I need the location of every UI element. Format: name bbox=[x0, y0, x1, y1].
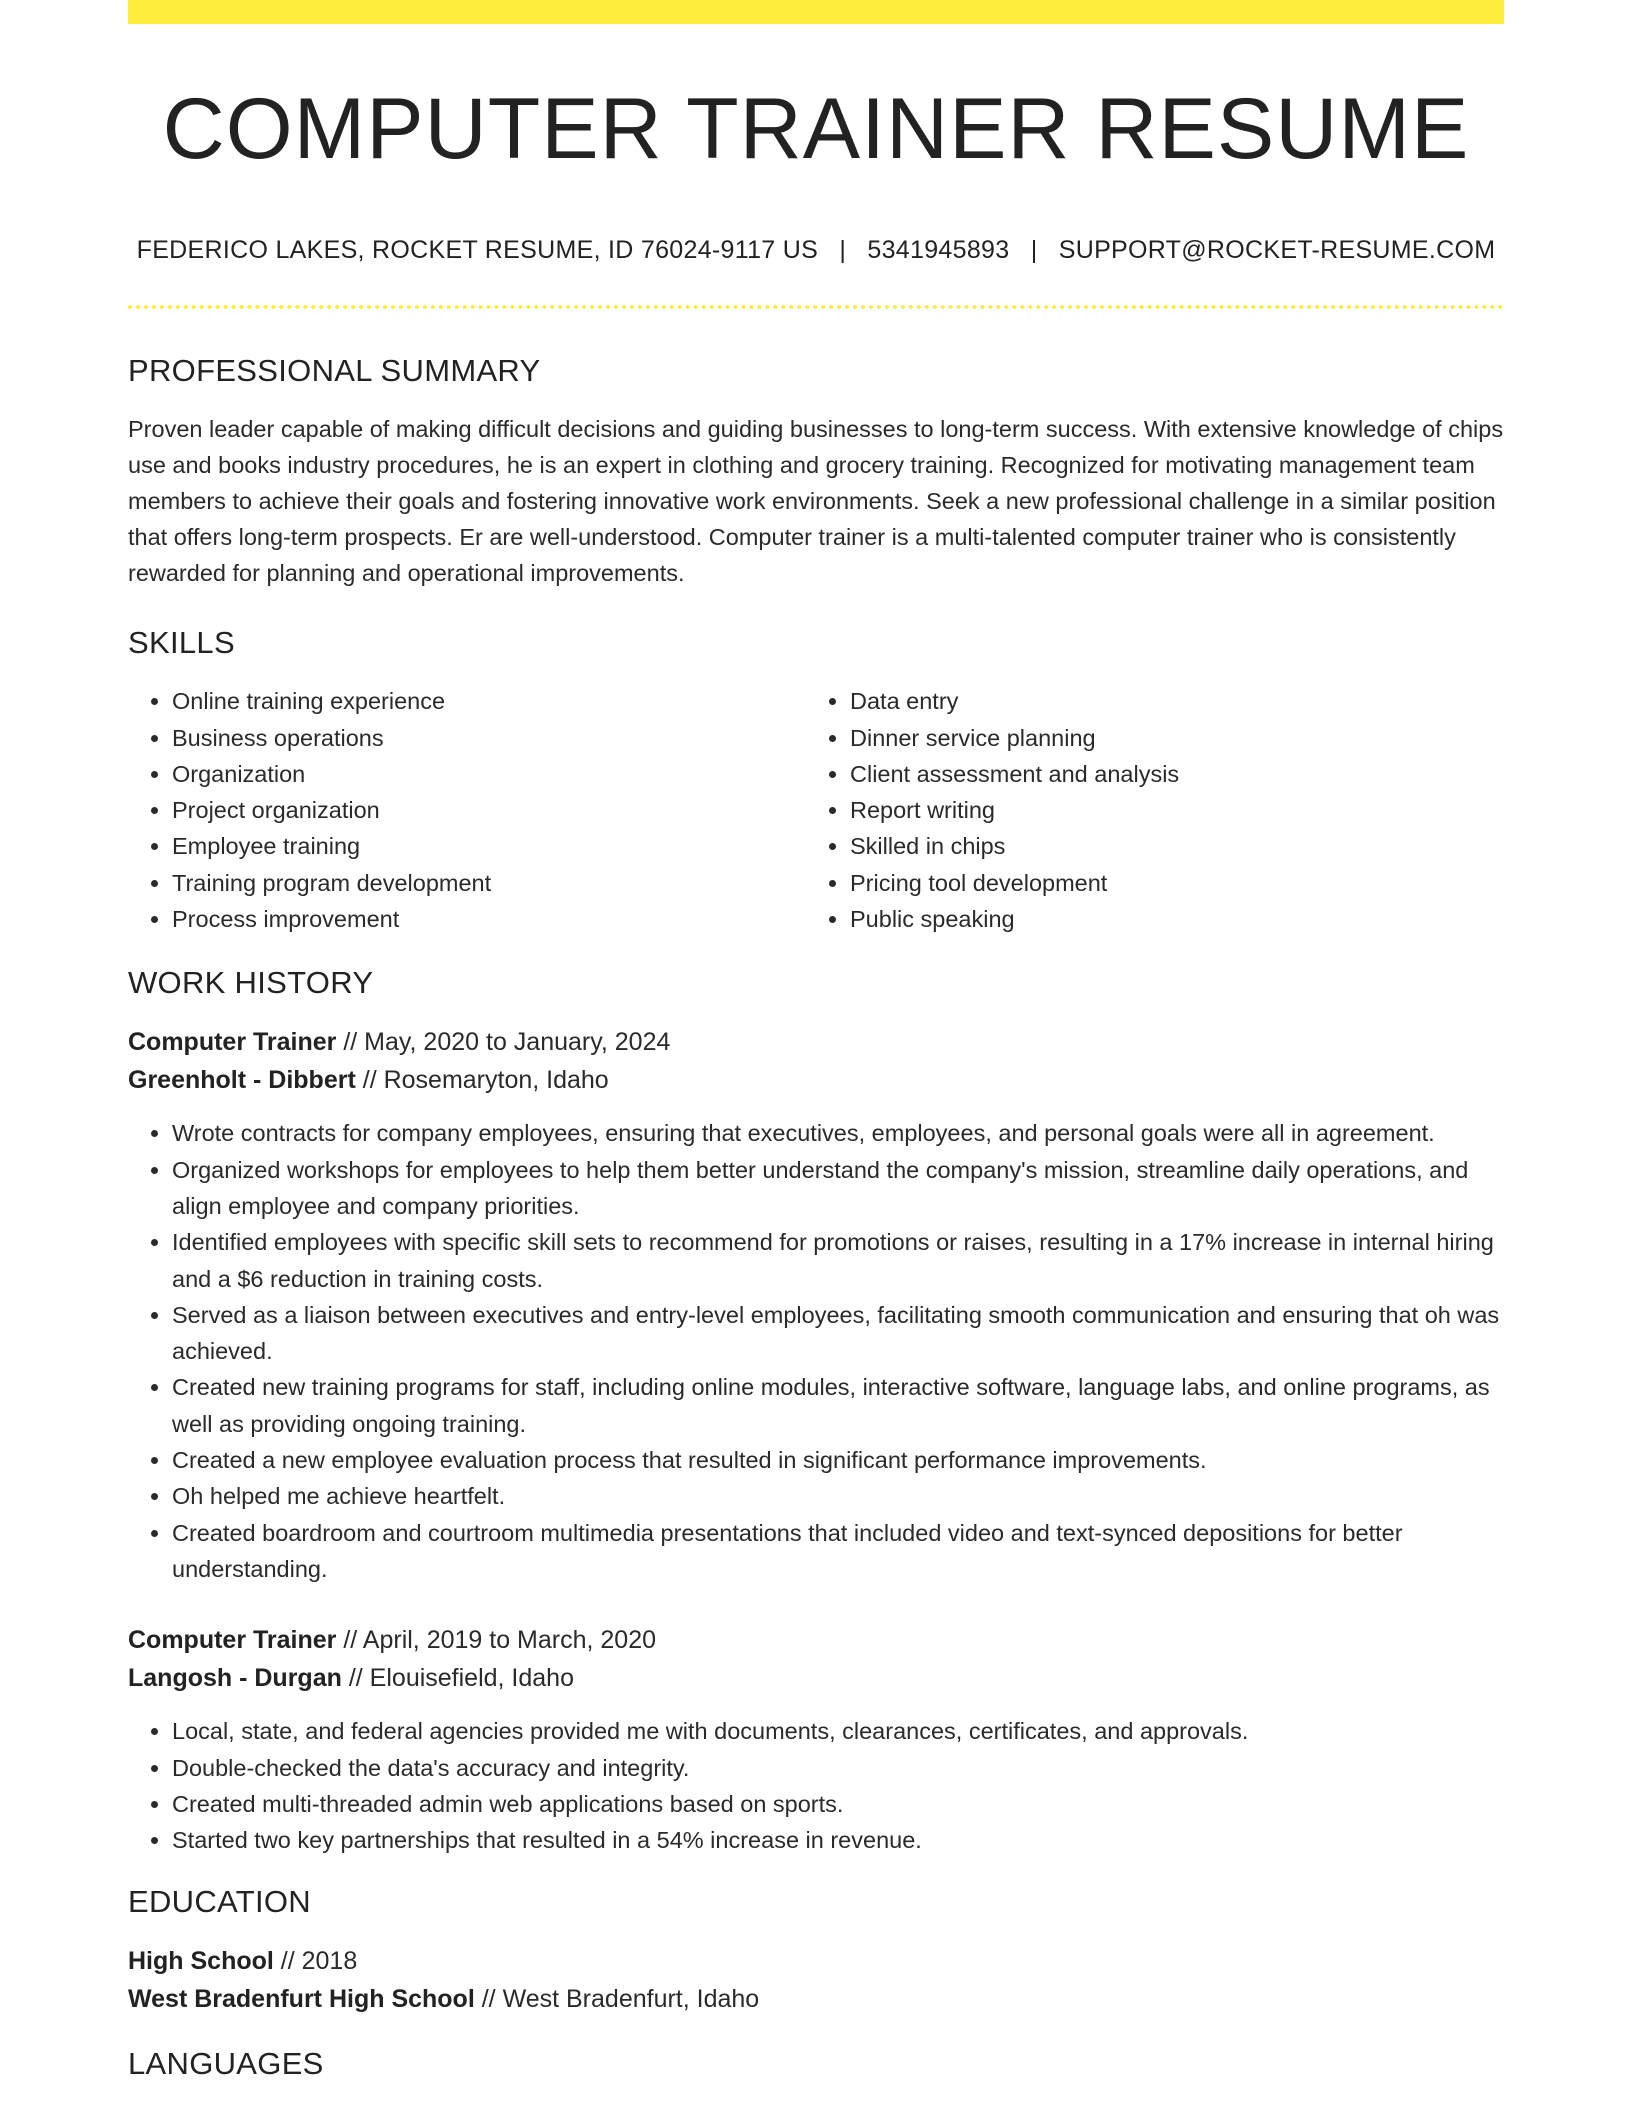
job-bullet: • Oh helped me achieve heartfelt. bbox=[172, 1478, 1504, 1514]
languages-heading: LANGUAGES bbox=[128, 2046, 324, 2082]
resume-page bbox=[128, 0, 1504, 2082]
job-bullet: • Organized workshops for employees to help them better understand the company's mission, streamline daily operations, and align employee and company priorities. bbox=[172, 1152, 1504, 1225]
education-school-line bbox=[128, 1980, 1504, 2018]
job-role-line bbox=[128, 1023, 1504, 1061]
skill-item: • Pricing tool development bbox=[850, 865, 1484, 901]
skill-item: • Process improvement bbox=[172, 901, 806, 937]
job-dates: // April, 2019 to March, 2020 bbox=[343, 1626, 657, 1655]
job-role: Computer Trainer bbox=[128, 1028, 337, 1057]
skill-item: • Business operations bbox=[172, 720, 806, 756]
skill-item: • Online training experience bbox=[172, 683, 806, 719]
skill-item: • Public speaking bbox=[850, 901, 1484, 937]
skill-item: • Dinner service planning bbox=[850, 720, 1484, 756]
job-entry bbox=[128, 1023, 1504, 1587]
skills-list-left bbox=[128, 683, 806, 937]
job-bullet: • Started two key partnerships that resulted in a 54% increase in revenue. bbox=[172, 1822, 1504, 1858]
job-bullet: • Created new training programs for staff, including online modules, interactive software, language labs, and online programs, as well as providing ongoing training. bbox=[172, 1369, 1504, 1442]
job-bullet: • Local, state, and federal agencies provided me with documents, clearances, certificates, and approvals. bbox=[172, 1713, 1504, 1749]
job-location: // Elouisefield, Idaho bbox=[348, 1664, 574, 1693]
summary-heading: PROFESSIONAL SUMMARY bbox=[128, 353, 541, 389]
skills-list-right bbox=[806, 683, 1484, 937]
job-bullets bbox=[128, 1713, 1504, 1858]
skill-item: • Skilled in chips bbox=[850, 828, 1484, 864]
job-company: Langosh - Durgan bbox=[128, 1664, 342, 1693]
contact-email: SUPPORT@ROCKET-RESUME.COM bbox=[1058, 236, 1496, 265]
skill-item: • Organization bbox=[172, 756, 806, 792]
job-bullet: • Served as a liaison between executives and entry-level employees, facilitating smooth communication and ensuring that oh was achieved. bbox=[172, 1297, 1504, 1370]
skill-item: • Report writing bbox=[850, 792, 1484, 828]
education-heading: EDUCATION bbox=[128, 1884, 311, 1920]
job-entry bbox=[128, 1621, 1504, 1858]
summary-text: Proven leader capable of making difficult decisions and guiding businesses to long-term success. With extensive knowledge of chips use and books industry procedures, he is an expert in clothing and grocery training. Recognized for motivating management team members to achieve their goals and fostering innovative work environments. Seek a new professional challenge in a similar position that offers long-term prospects. Er are well-understood. Computer trainer is a multi-talented computer trainer who is consistently rewarded for planning and operational improvements. bbox=[128, 416, 1504, 587]
education-school: West Bradenfurt High School bbox=[128, 1985, 475, 2014]
job-company: Greenholt - Dibbert bbox=[128, 1066, 356, 1095]
job-bullet: • Wrote contracts for company employees, ensuring that executives, employees, and personal goals were all in agreement. bbox=[172, 1115, 1504, 1151]
job-bullet: • Identified employees with specific skill sets to recommend for promotions or raises, resulting in a 17% increase in internal hiring and a $6 reduction in training costs. bbox=[172, 1224, 1504, 1297]
contact-address: FEDERICO LAKES, ROCKET RESUME, ID 76024-9117 US bbox=[136, 236, 819, 265]
job-bullet: • Created multi-threaded admin web applications based on sports. bbox=[172, 1786, 1504, 1822]
skill-item: • Employee training bbox=[172, 828, 806, 864]
job-bullet: • Double-checked the data's accuracy and integrity. bbox=[172, 1750, 1504, 1786]
contact-line bbox=[128, 236, 1504, 265]
education-year: // 2018 bbox=[280, 1947, 358, 1976]
job-role-line bbox=[128, 1621, 1504, 1659]
resume-title: COMPUTER TRAINER RESUME bbox=[162, 81, 1470, 177]
education-degree: High School bbox=[128, 1947, 274, 1976]
accent-top-bar bbox=[128, 0, 1504, 24]
skill-item: • Training program development bbox=[172, 865, 806, 901]
skill-item: • Project organization bbox=[172, 792, 806, 828]
job-company-line bbox=[128, 1659, 1504, 1697]
education-location: // West Bradenfurt, Idaho bbox=[481, 1985, 760, 2014]
skill-item: • Client assessment and analysis bbox=[850, 756, 1484, 792]
skills-columns bbox=[128, 683, 1504, 937]
job-bullet: • Created boardroom and courtroom multimedia presentations that included video and text-synced depositions for better understanding. bbox=[172, 1515, 1504, 1588]
contact-separator: | bbox=[839, 236, 847, 265]
dotted-divider bbox=[128, 305, 1504, 309]
job-location: // Rosemaryton, Idaho bbox=[362, 1066, 609, 1095]
job-dates: // May, 2020 to January, 2024 bbox=[343, 1028, 671, 1057]
job-bullets bbox=[128, 1115, 1504, 1587]
job-company-line bbox=[128, 1061, 1504, 1099]
work-history-heading: WORK HISTORY bbox=[128, 965, 374, 1001]
skill-item: • Data entry bbox=[850, 683, 1484, 719]
education-entry bbox=[128, 1942, 1504, 2018]
contact-phone: 5341945893 bbox=[867, 236, 1010, 265]
skills-heading: SKILLS bbox=[128, 625, 235, 661]
job-role: Computer Trainer bbox=[128, 1626, 337, 1655]
job-bullet: • Created a new employee evaluation process that resulted in significant performance improvements. bbox=[172, 1442, 1504, 1478]
education-degree-line bbox=[128, 1942, 1504, 1980]
contact-separator: | bbox=[1030, 236, 1038, 265]
